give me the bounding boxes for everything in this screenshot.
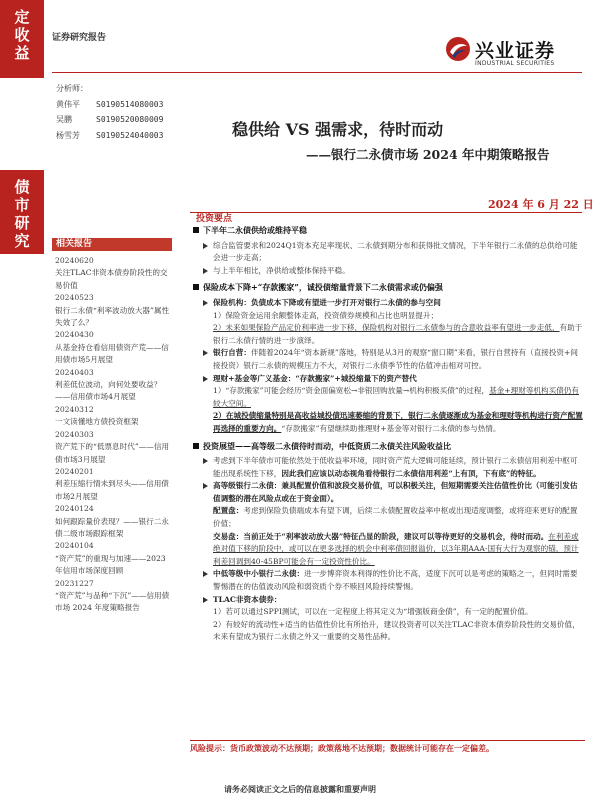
- related-report-date: 20240104: [55, 541, 94, 551]
- related-report-date: 20240312: [55, 404, 94, 414]
- paragraph: 1）“存款搬家”可能会经历“资金面偏宽松→非银回购放量→机构积极买债”的过程，基金+理财等机构买债仍有较大空间。: [213, 386, 579, 408]
- paragraph: 2）在城投债缩量特别是高收益城投债迅速萎缩的背景下，银行二永债逐渐成为基金和理财等机构进行资产配置再选择的重要方向。“存款搬家”有望继续助推理财+基金等对银行二永债的参与热情。: [213, 411, 583, 433]
- section-heading: 下半年二永债供给或维持平稳: [191, 224, 585, 238]
- triangle-bullet-icon: [203, 300, 208, 306]
- triangle-bullet-icon: [203, 243, 208, 249]
- header-rule: [52, 72, 582, 73]
- bond-research-tag: 债 市 研 究: [0, 170, 44, 254]
- related-report[interactable]: [55, 429, 173, 466]
- paragraph: 理财+基金等广义基金：“存款搬家”+城投缩量下的资产替代: [191, 373, 585, 386]
- triangle-bullet-icon: [203, 376, 208, 382]
- key-points-heading: 投资要点: [196, 214, 233, 224]
- triangle-bullet-icon: [203, 458, 208, 464]
- paragraph: 2）有较好的流动性+适当的估值性价比有所抬升，建议投资者可以关注TLAC非资本债券阶段性的交易价值，未来有望成为银行二永债之外又一重要的交易性品种。: [213, 619, 580, 642]
- related-report[interactable]: [55, 255, 173, 292]
- left-color-bar: [0, 0, 44, 800]
- square-bullet-icon: [193, 443, 199, 449]
- section-heading: 投资展望——高等级二永债待时而动，中低资质二永债关注风险收益比: [191, 440, 585, 454]
- related-report[interactable]: [55, 367, 173, 404]
- analyst-row: [56, 112, 163, 128]
- related-report-title: 如何跟踪量价表现？——银行二永债二级市场跟踪框架: [55, 516, 169, 538]
- analyst-row: [56, 128, 163, 144]
- related-report[interactable]: [55, 329, 173, 366]
- related-report-date: 20240403: [55, 367, 94, 377]
- analyst-name: 杨雪芳: [56, 130, 80, 140]
- related-report-title: 资产荒下的“低票息时代”——信用债市场3月展望: [55, 442, 170, 464]
- logo-chinese: 兴业证券: [475, 40, 556, 62]
- analyst-row: [56, 97, 163, 113]
- square-bullet-icon: [193, 284, 199, 290]
- paragraph: 交易盘：当前正处于“利率波动放大器”特征凸显的阶段，建议可以等待更好的交易机会，待时而动。在利差或绝对值下移的阶段中，或可以在更多选择的机会中利率债回报溢价，以3年期AAA-国有大行为观察的锚，预计利差回调到40-45BP可能会有一定投资性价比。: [213, 531, 579, 566]
- analyst-license: S0190520080009: [96, 115, 164, 124]
- paragraph: 1）若可以通过SPPI测试，可以在一定程度上将其定义为“增强版商金债”，有一定的配置价值。: [213, 607, 533, 617]
- related-report-title: 银行二永债“利率波动放大器”属性失效了么？: [55, 305, 170, 328]
- related-report-date: 20240523: [55, 293, 94, 303]
- risk-warning: 风险提示：货币政策波动不达预期；政策落地不达预期；数据统计可能存在一定偏差。: [190, 740, 585, 754]
- analyst-name: 黄伟平: [56, 99, 80, 109]
- analyst-name: 吴鹏: [56, 115, 72, 124]
- related-report[interactable]: [55, 578, 173, 615]
- analyst-license: S0190514080003: [96, 99, 164, 109]
- paragraph: 保险机构：负债成本下降或有望进一步打开对银行二永债的参与空间: [191, 297, 585, 310]
- logo-mark-icon: [445, 36, 471, 62]
- paragraph: 配置盘：考虑到保险负债端成本有望下调，后续二永债配置收益率中枢或出现适度调整，或将迎来更好的配置价值；: [213, 506, 578, 529]
- logo-english: INDUSTRIAL SECURITIES: [475, 60, 555, 67]
- paragraph: 银行自营：伴随着2024年“资本新规”落地，特别是从3月的观察“窗口期”来看，银行自营持有（直接投资+间接投资）银行二永债的规模压力不大，对银行二永债季节性的估值冲击相对可控。: [191, 347, 585, 372]
- related-report[interactable]: [55, 503, 173, 540]
- triangle-bullet-icon: [203, 483, 208, 489]
- related-report-date: 20240620: [55, 256, 94, 265]
- triangle-bullet-icon: [203, 597, 208, 603]
- related-report[interactable]: [55, 540, 173, 577]
- triangle-bullet-icon: [203, 268, 208, 274]
- report-title: 稳供给 VS 强需求，待时而动: [232, 120, 444, 139]
- triangle-bullet-icon: [203, 571, 208, 577]
- related-report[interactable]: [55, 292, 173, 329]
- company-logo: [445, 36, 565, 70]
- analyst-label: 分析师：: [56, 84, 88, 93]
- report-date: 2024 年 6 月 22 日: [488, 198, 594, 211]
- related-reports-list: [55, 255, 173, 615]
- related-report[interactable]: [55, 404, 173, 429]
- paragraph: 综合监管要求和2024Q1资本充足率现状、二永债到期分布和获得批文情况，下半年银行二永债的总供给可能会进一步走高；: [191, 240, 585, 265]
- related-report-date: 20240124: [55, 504, 94, 514]
- related-report-title: 利差低位波动，向何处要收益？——信用债市场4月展望: [55, 380, 162, 402]
- analyst-block: [56, 81, 163, 143]
- related-report-date: 20240303: [55, 429, 94, 439]
- related-report-title: “资产荒”与品种“下沉”——信用债市场 2024 年度策略报告: [55, 590, 170, 613]
- related-report-title: 关注TLAC非资本债券阶段性的交易价值: [55, 268, 168, 290]
- related-report-date: 20240430: [55, 330, 94, 340]
- paragraph: 高等级银行二永债：兼具配置价值和波段交易价值，可以积极关注，但短期需要关注估值性价比（可能引发估值调整的潜在风险点或在于资金面）。: [191, 480, 585, 505]
- related-reports-heading: 相关报告: [52, 238, 172, 251]
- related-report-title: “资产荒”的重现与加速——2023年信用市场深度回顾: [55, 553, 166, 576]
- related-report-date: 20231227: [55, 578, 94, 588]
- report-subtitle: ——银行二永债市场 2024 年中期策略报告: [306, 147, 550, 162]
- paragraph: 2）未来如果保险产品定价利率进一步下移，保险机构对银行二永债参与的合意收益率有望进一步走低，有助于银行二永债行情的进一步演绎。: [213, 323, 583, 345]
- related-report-title: 一文读懂地方债投资框架: [55, 417, 139, 427]
- date-rule: [190, 212, 582, 213]
- report-type-label: 证券研究报告: [52, 33, 107, 43]
- paragraph: TLAC非资本债券：: [191, 594, 585, 607]
- fixed-income-tag: 定 收 益: [0, 0, 44, 78]
- key-points-body: [191, 224, 585, 644]
- analyst-license: S0190524040003: [96, 130, 164, 140]
- square-bullet-icon: [193, 227, 199, 233]
- triangle-bullet-icon: [203, 350, 208, 356]
- paragraph: 中低等级中小银行二永债：进一步博弈资本利得的性价比不高，适度下沉可以是考虑的策略之一，但同时需要警惕潜在的估值波动风险和弱资质个券不赎回风险持续警惕。: [191, 568, 585, 593]
- related-report-title: 从基金持仓看信用债资产荒——信用债市场5月展望: [55, 342, 169, 365]
- paragraph: 考虑到下半年债市可能依然处于低收益率环境，同时资产荒大逻辑可能延续，预计银行二永债信用利差中枢可能出现系统性下移，因此我们应该以动态视角看待银行二永债信用利差“上有顶，下有底”的特征。: [191, 455, 585, 480]
- related-report-date: 20240201: [55, 466, 94, 476]
- paragraph: 1）保险资金运用余额整体走高，投资债券规模和占比也明显提升；: [213, 310, 439, 320]
- section-heading: 保险成本下降+“存款搬家”，诚投债缩量背景下二永债需求或仍偏强: [191, 281, 585, 295]
- related-report-title: 利差压缩行情未到尽头——信用债市场2月展望: [55, 479, 169, 501]
- paragraph: 与上半年相比，净供给或整体保持平稳。: [191, 265, 585, 278]
- related-report[interactable]: [55, 466, 173, 503]
- disclosure-footer: 请务必阅读正文之后的信息披露和重要声明: [224, 784, 376, 794]
